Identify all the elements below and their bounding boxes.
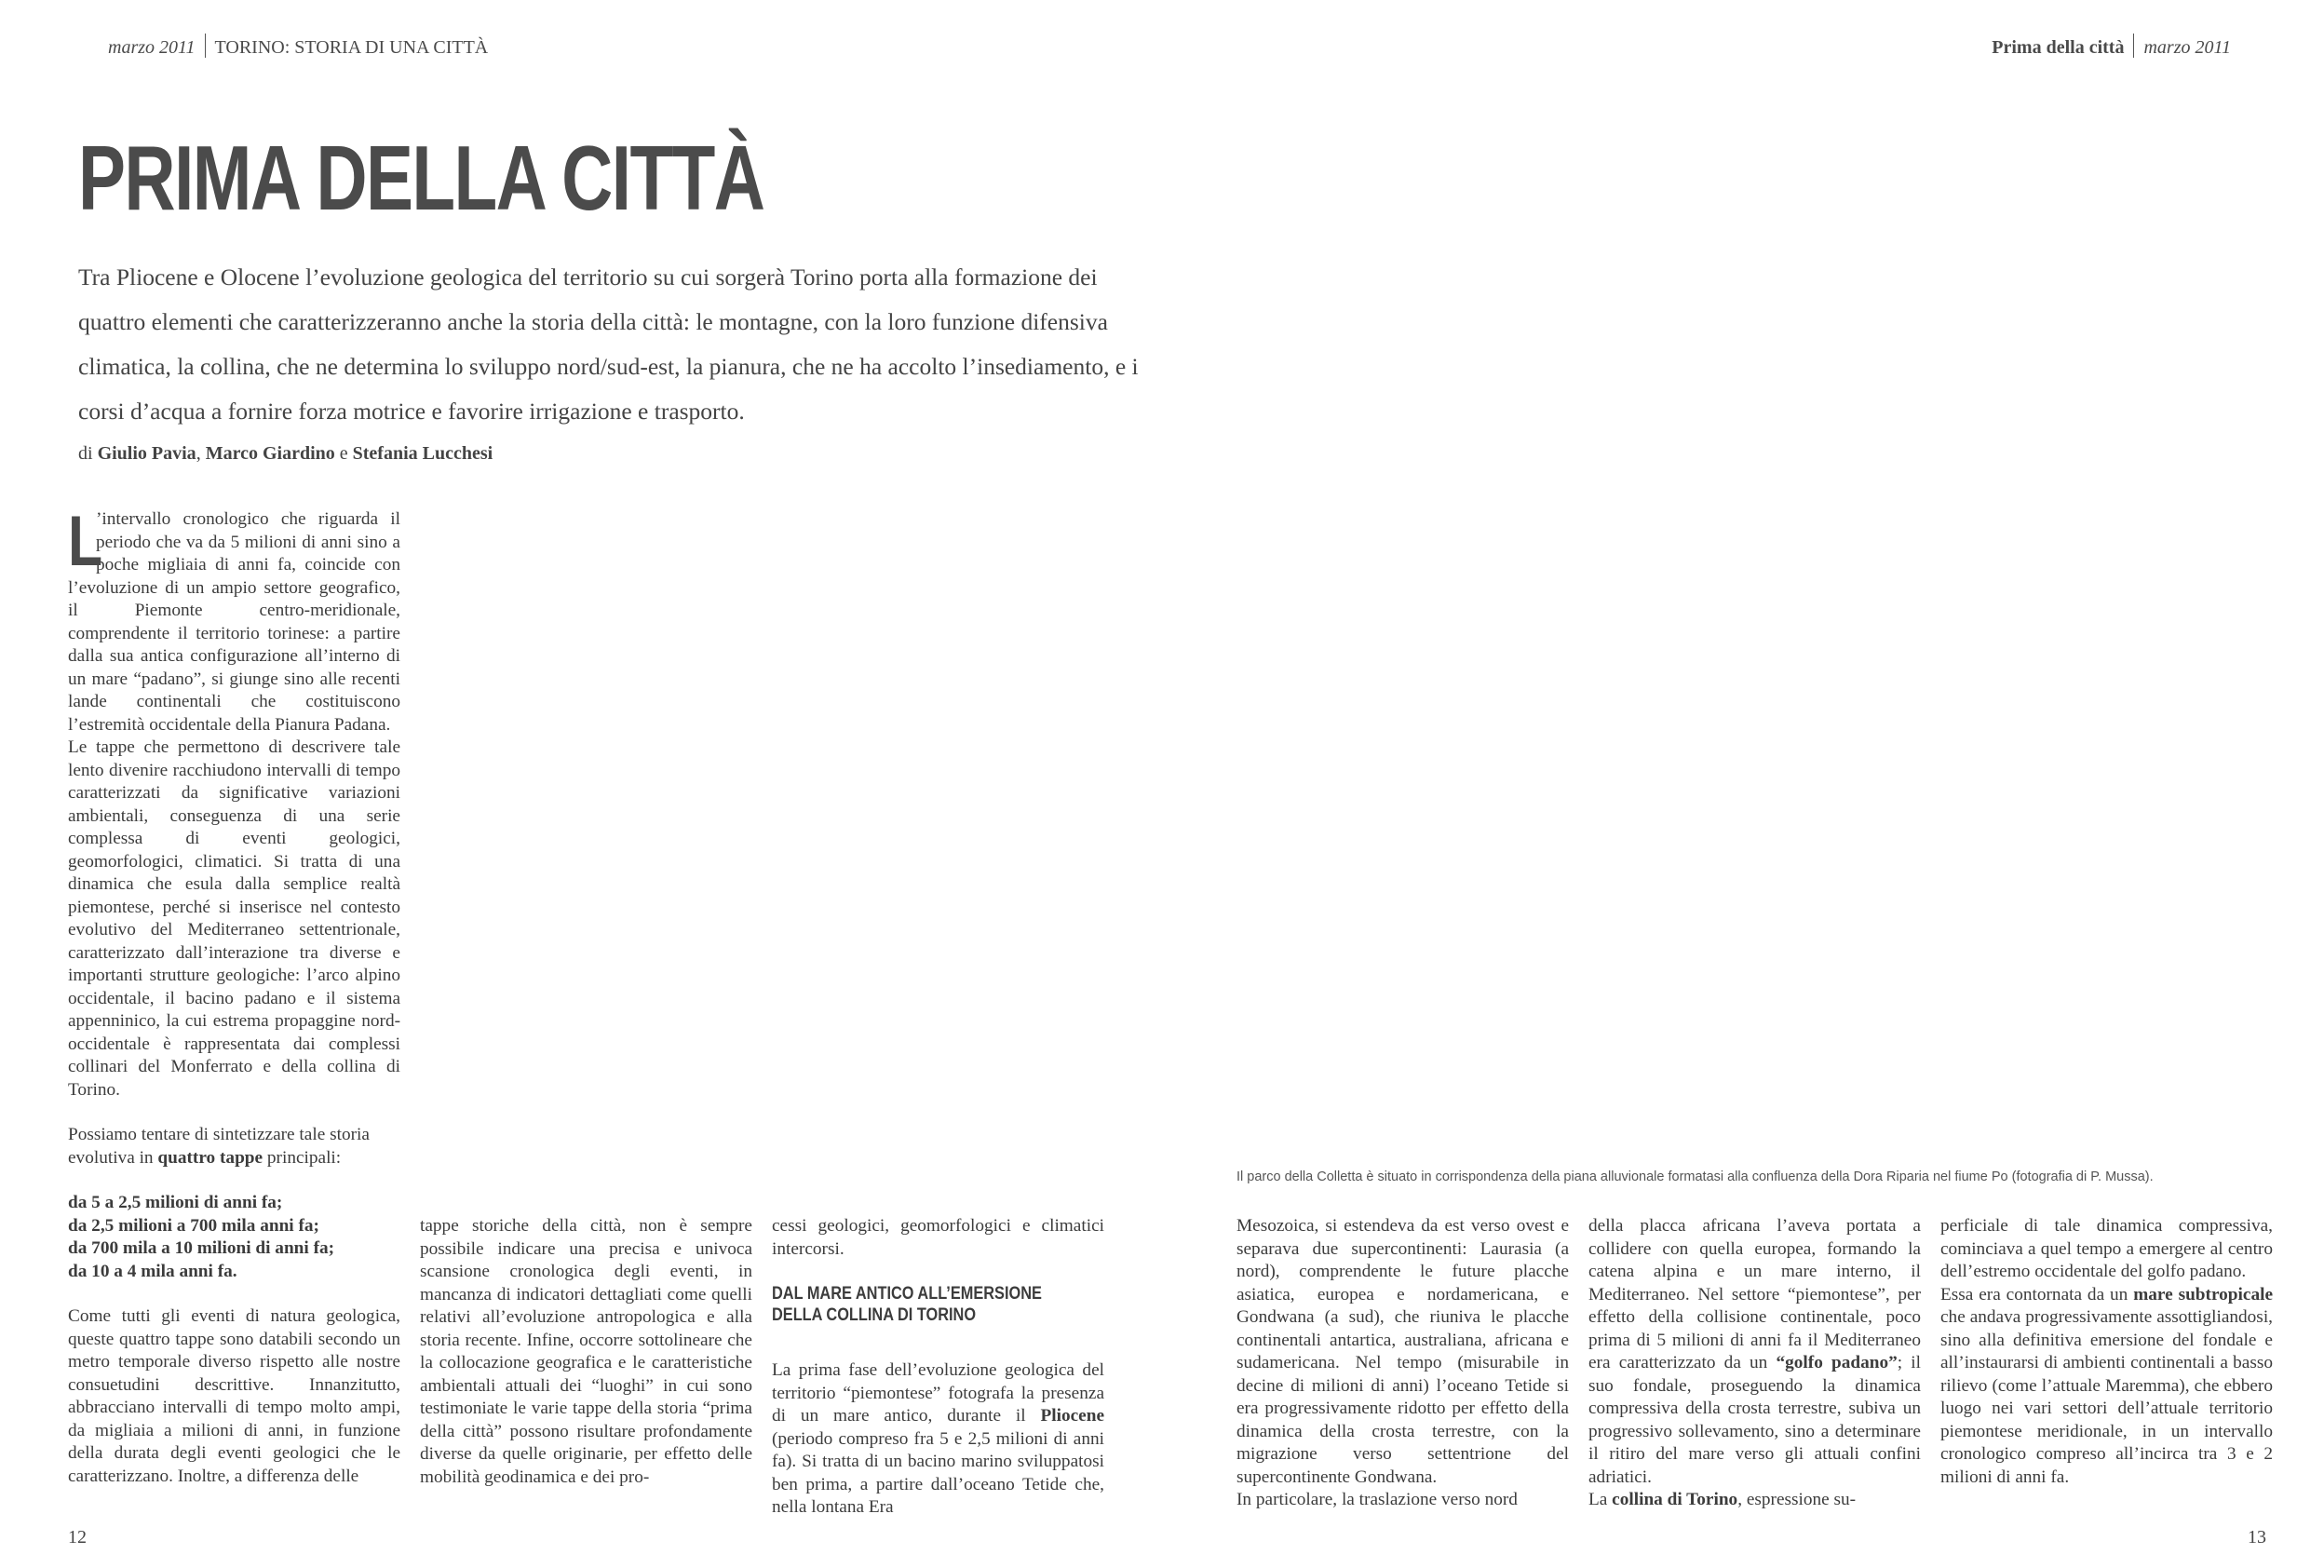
article-lead: Tra Pliocene e Olocene l’evoluzione geologica del territorio su cui sorgerà Torino porta alla formazione dei quattro elementi che caratterizzeranno anche la storia della città: le montagne, con la loro funzione difensiva climatica, la collina, che ne determina lo sviluppo nord/sud-est, la pianura, che ne ha accolto l’insediamento, e i corsi d’acqua a fornire forza motrice e favorire irrigazione e trasporto. <box>78 264 1139 425</box>
paragraph-text: ’intervallo cronologico che riguarda il periodo che va da 5 milioni di anni sino a poche migliaia di anni fa, coincide con l’evoluzione di un ampio settore geografico, il Piemonte centro-meridionale, comprendente il territorio torinese: a partire dalla sua antica configurazione all’interno di un mare “padano”, si giunge sino alle recenti lande continentali che costituiscono l’estremità occidentale della Pianura Padana. <box>68 509 400 735</box>
byline-separator: , <box>196 443 201 464</box>
phase-item: da 5 a 2,5 milioni di anni fa; <box>68 1193 283 1212</box>
body-paragraph <box>68 1124 400 1169</box>
left-header-date: marzo 2011 <box>108 37 196 58</box>
emphasis-text: quattro tappe <box>157 1147 263 1168</box>
page-number-right: 13 <box>2248 1527 2266 1548</box>
phase-item: da 2,5 milioni a 700 mila anni fa; <box>68 1215 319 1236</box>
body-paragraph: perficiale di tale dinamica compressiva, cominciava a quel tempo a emergere al centro dell’estremo occidentale del golfo padano. <box>1940 1216 2273 1281</box>
paragraph-text: ; il suo fondale, proseguendo la dinamica compressiva della crosta terrestre, subiva un progressivo sollevamento, sino a determinare il ritiro del mare verso gli attuali confini adriatici. <box>1588 1353 1921 1487</box>
body-paragraph <box>1588 1215 1921 1489</box>
author-name: Stefania Lucchesi <box>352 443 493 464</box>
byline <box>78 443 493 465</box>
intro-paragraph <box>68 502 400 737</box>
paragraph-text: La <box>1588 1490 1608 1509</box>
right-running-header <box>1992 34 2231 59</box>
emphasis-text: Pliocene <box>1040 1406 1104 1426</box>
body-paragraph: Mesozoica, si estendeva da est verso ovest e separava due supercontinenti: Laurasia (a nord), comprendente le future placche asiatica, europea e nordamericana, e Gondwana (a sud), che riuniva le placche continentali antartica, australiana, africana e sudamericana. Nel tempo (misurabile in decine di milioni di anni) l’oceano Tetide si era progressivamente ridotto per effetto della dinamica della crosta terrestre, con la migrazione verso settentrione del supercontinente Gondwana. <box>1236 1216 1569 1487</box>
right-header-date: marzo 2011 <box>2143 37 2231 58</box>
body-paragraph: In particolare, la traslazione verso nord <box>1236 1490 1518 1509</box>
paragraph-text: che andava progressivamente assottigliandosi, sino alla definitiva emersione del fondale e all’instaurarsi di ambienti continentali a basso rilievo (come l’attuale Maremma), che ebbero luogo nei vari settori dell’attuale territorio piemontese meridionale, in un intervallo cronologico compreso all’incirca tra 3 e 2 milioni di anni fa. <box>1940 1307 2273 1487</box>
paragraph-text: Possiamo tentare di sintetizzare tale storia evolutiva in <box>68 1125 370 1168</box>
page-number-left: 12 <box>68 1527 87 1548</box>
body-paragraph: Le tappe che permettono di descrivere tale lento divenire racchiudono intervalli di tempo caratterizzati da significative variazioni ambientali, conseguenza di una serie complessa di eventi geologici, geomorfologici, climatici. Si tratta di una dinamica che esula dalla semplice realtà piemontese, perché si inserisce nel contesto evolutivo del Mediterraneo settentrionale, caratterizzato dall’interazione tra diverse e importanti strutture geologiche: l’arco alpino occidentale, il bacino padano e il sistema appenninico, la cui estrema propaggine nord-occidentale è rappresentata dai complessi collinari del Monferrato e della collina di Torino. <box>68 737 400 1100</box>
emphasis-text: collina di Torino <box>1612 1490 1738 1509</box>
body-paragraph <box>772 1359 1104 1520</box>
phase-item: da 10 a 4 mila anni fa. <box>68 1261 237 1281</box>
photo-caption: Il parco della Colletta è situato in corrispondenza della piana alluvionale formatasi alla confluenza della Dora Riparia nel fiume Po (fotografia di P. Mussa). <box>1236 1169 2154 1184</box>
byline-prefix: di <box>78 443 93 464</box>
body-paragraph: Come tutti gli eventi di natura geologica, queste quattro tappe sono databili secondo un metro temporale diverso rispetto alle nostre consuetudini descrittive. Innanzitutto, abbracciano intervalli di tempo molto ampi, da migliaia a milioni di anni, in funzione della durata degli eventi geologici che le caratterizzano. Inoltre, a differenza delle <box>68 1306 400 1486</box>
body-paragraph <box>1940 1284 2273 1490</box>
header-separator <box>205 34 206 58</box>
author-name: Giulio Pavia <box>97 443 196 464</box>
subheading-line: DELLA COLLINA DI TORINO <box>772 1305 977 1325</box>
left-header-section: TORINO: STORIA DI UNA CITTÀ <box>214 37 489 58</box>
paragraph-text: (periodo compreso fra 5 e 2,5 milioni di anni fa). Si tratta di un bacino marino sviluppatosi ben prima, a partire dall’oceano Tetide che, nella lontana Era <box>772 1428 1104 1517</box>
author-name: Marco Giardino <box>205 443 335 464</box>
right-header-section: Prima della città <box>1992 37 2125 58</box>
phase-item: da 700 mila a 10 milioni di anni fa; <box>68 1238 335 1258</box>
left-running-header <box>108 34 488 59</box>
emphasis-text: mare subtropicale <box>2133 1284 2273 1304</box>
paragraph-text: Essa era contornata da un <box>1940 1284 2128 1304</box>
header-separator <box>2133 34 2134 58</box>
body-paragraph: cessi geologici, geomorfologici e climatici intercorsi. <box>772 1216 1104 1259</box>
byline-separator: e <box>339 443 348 464</box>
paragraph-text: principali: <box>266 1147 342 1168</box>
text-column-1 <box>68 502 400 1488</box>
emphasis-text: “golfo padano” <box>1776 1353 1898 1372</box>
paragraph-text: , espressione su- <box>1737 1490 1857 1509</box>
text-column-3 <box>772 1215 1104 1520</box>
text-column-2 <box>420 1215 752 1489</box>
paragraph-text: La prima fase dell’evoluzione geologica del territorio “piemontese” fotografa la presenza di un mare antico, durante il <box>772 1360 1104 1426</box>
body-paragraph: tappe storiche della città, non è sempre possibile indicare una precisa e univoca scansione cronologica degli eventi, in mancanza di indicatori dettagliati come quelli relativi all’evoluzione antropologica e alla storia recente. Infine, occorre sottolineare che la collocazione geografica e le caratteristiche ambientali attuali dei “luoghi” in cui sono testimoniate le varie tappe della storia “prima della città” possono risultare profondamente diverse da quelle originarie, per effetto delle mobilità geodinamica e dei pro- <box>420 1216 752 1487</box>
drop-cap: L <box>68 502 103 581</box>
body-paragraph <box>1588 1489 1921 1512</box>
article-title: PRIMA DELLA CITTÀ <box>78 127 764 229</box>
text-column-6 <box>1940 1215 2273 1489</box>
subheading-line: DAL MARE ANTICO ALL’EMERSIONE <box>772 1284 1042 1304</box>
section-subheading <box>772 1283 1058 1326</box>
text-column-4 <box>1236 1215 1569 1512</box>
paragraph-text: della placca africana l’aveva portata a collidere con quella europea, formando la catena alpina e un mare interno, il Mediterraneo. Nel settore “piemontese”, per effetto della collisione continentale, poco prima di 5 milioni di anni fa il Mediterraneo era caratterizzato da un <box>1588 1216 1921 1372</box>
text-column-5 <box>1588 1215 1921 1512</box>
phase-list <box>68 1192 400 1283</box>
